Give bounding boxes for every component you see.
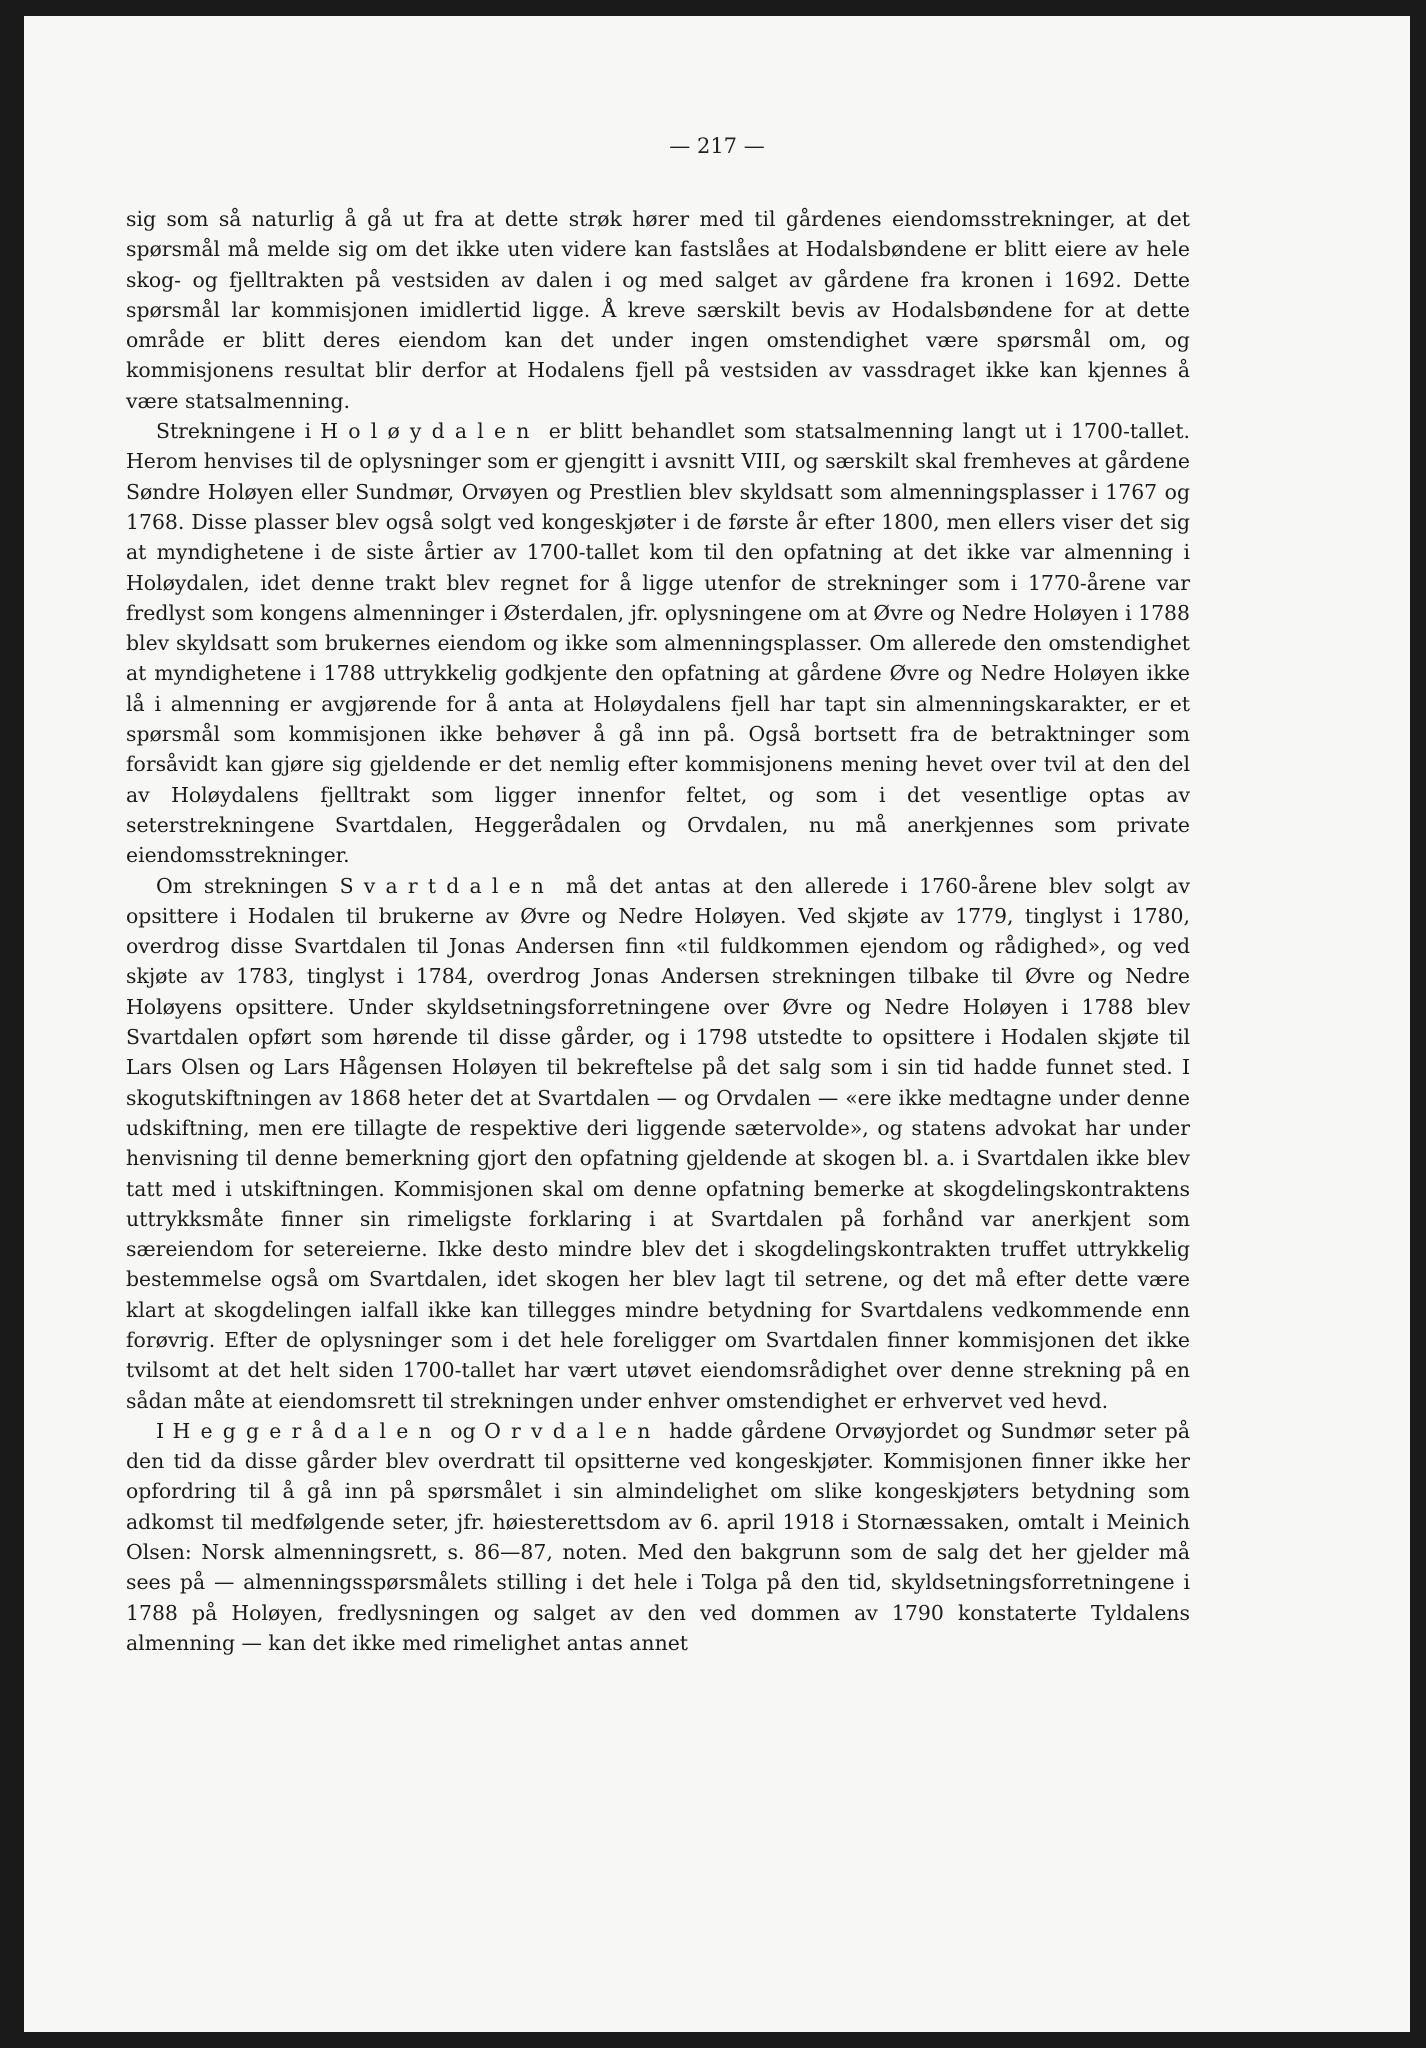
- spaced-emphasis: Orvdalen: [484, 1418, 661, 1443]
- page-number: — 217 —: [669, 134, 765, 158]
- text-run: sig som så naturlig å gå ut fra at dette strøk hører med til gårdenes eiendomsstrekninger, at det spørsmål må melde sig om det ikke uten videre kan fastslåes at Hodalsbøndene er blitt eiere av hele skog- og fjelltrakten på vestsiden av dalen i og med salget av gårdene fra kronen i 1692. Dette spørsmål lar kommisjonen imidlertid ligge. Å kreve særskilt bevis av Hodalsbøndene for at dette område er blitt deres eiendom kan det under ingen omstendighet være spørsmål om, og kommisjonens resultat blir derfor at Hodalens fjell på vestsiden av vassdraget ikke kan kjennes å være statsalmenning.: [126, 207, 1190, 413]
- spaced-emphasis: Holøydalen: [320, 419, 540, 444]
- paragraph: [126, 871, 1190, 1416]
- paragraph: [126, 1416, 1190, 1658]
- text-run: må det antas at den allerede i 1760-årene blev solgt av opsittere i Hodalen til brukerne av Øvre og Nedre Holøyen. Ved skjøte av 1779, tinglyst i 1780, overdrog disse Svartdalen til Jonas Andersen finn «til fuldkommen ejendom og rådighed», og ved skjøte av 1783, tinglyst i 1784, overdrog Jonas Andersen strekningen tilbake til Øvre og Nedre Holøyens opsittere. Under skyldsetningsforretningene over Øvre og Nedre Holøyen i 1788 blev Svartdalen opført som hørende til disse gårder, og i 1798 utstedte to opsittere i Hodalen skjøte til Lars Olsen og Lars Hågensen Holøyen til bekreftelse på det salg som i sin tid hadde funnet sted. I skogutskiftningen av 1868 heter det at Svartdalen — og Orvdalen — «ere ikke medtagne under denne udskiftning, men ere tillagte de respektive deri liggende sætervolde», og statens advokat har under henvisning til denne bemerkning gjort den opfatning gjeldende at skogen bl. a. i Svartdalen ikke blev tatt med i utskiftningen. Kommisjonen skal om denne opfatning bemerke at skogdelingskontraktens uttrykksmåte finner sin rimeligste forklaring i at Svartdalen på forhånd var anerkjent som særeiendom for setereierne. Ikke desto mindre blev det i skogdelingskontrakten truffet uttrykkelig bestemmelse også om Svartdalen, idet skogen her blev lagt til setrene, og det må efter dette være klart at skogdelingen ialfall ikke kan tillegges mindre betydning for Svartdalens vedkommende enn forøvrig. Efter de oplysninger som i det hele foreligger om Svartdalen finner kommisjonen det ikke tvilsomt at det helt siden 1700-tallet har vært utøvet eiendomsrådighet over denne strekning på en sådan måte at eiendomsrett til strekningen under enhver omstendighet er erhvervet ved hevd.: [126, 873, 1190, 1413]
- spaced-emphasis: Heggerådalen: [172, 1418, 442, 1443]
- paragraph: [126, 416, 1190, 870]
- text-run: Om strekningen: [156, 873, 340, 898]
- paragraph: [126, 204, 1190, 416]
- text-run: og: [441, 1418, 485, 1443]
- text-run: I: [156, 1418, 173, 1443]
- spaced-emphasis: Svartdalen: [339, 873, 555, 898]
- text-run: hadde gårdene Orvøyjordet og Sundmør seter på den tid da disse gårder blev overdratt til opsitterne ved kongeskjøter. Kommisjonen finner ikke her opfordring til å gå inn på spørsmålet i sin almindelighet om slike kongeskjøters betydning som adkomst til medfølgende seter, jfr. høiesterettsdom av 6. april 1918 i Stornæssaken, omtalt i Meinich Olsen: Norsk almenningsrett, s. 86—87, noten. Med den bakgrunn som de salg det her gjelder må sees på — almenningsspørsmålets stilling i det hele i Tolga på den tid, skyldsetningsforretningene i 1788 på Holøyen, fredlysningen og salget av den ved dommen av 1790 konstaterte Tyldalens almenning — kan det ikke med rimelighet antas annet: [126, 1418, 1190, 1655]
- text-run: er blitt behandlet som statsalmenning langt ut i 1700-tallet. Herom henvises til de oplysninger som er gjengitt i avsnitt VIII, og særskilt skal fremheves at gårdene Søndre Holøyen eller Sundmør, Orvøyen og Prestlien blev skyldsatt som almenningsplasser i 1767 og 1768. Disse plasser blev også solgt ved kongeskjøter i de første år efter 1800, men ellers viser det sig at myndighetene i de siste årtier av 1700-tallet kom til den opfatning at det ikke var almenning i Holøydalen, idet denne trakt blev regnet for å ligge utenfor de strekninger som i 1770-årene var fredlyst som kongens almenninger i Østerdalen, jfr. oplysningene om at Øvre og Nedre Holøyen i 1788 blev skyldsatt som brukernes eiendom og ikke som almenningsplasser. Om allerede den omstendighet at myndighetene i 1788 uttrykkelig godkjente den opfatning at gårdene Øvre og Nedre Holøyen ikke lå i almenning er avgjørende for å anta at Holøydalens fjell har tapt sin almenningskarakter, er et spørsmål som kommisjonen ikke behøver å gå inn på. Også bortsett fra de betraktninger som forsåvidt kan gjøre sig gjeldende er det nemlig efter kommisjonens mening hevet over tvil at den del av Holøydalens fjelltrakt som ligger innenfor feltet, og som i det vesentlige optas av seterstrekningene Svartdalen, Heggerådalen og Orvdalen, nu må anerkjennes som private eiendomsstrekninger.: [126, 419, 1190, 868]
- text-run: Strekningene i: [156, 419, 321, 444]
- document-page: [24, 16, 1410, 2032]
- body-text: [126, 204, 1190, 1658]
